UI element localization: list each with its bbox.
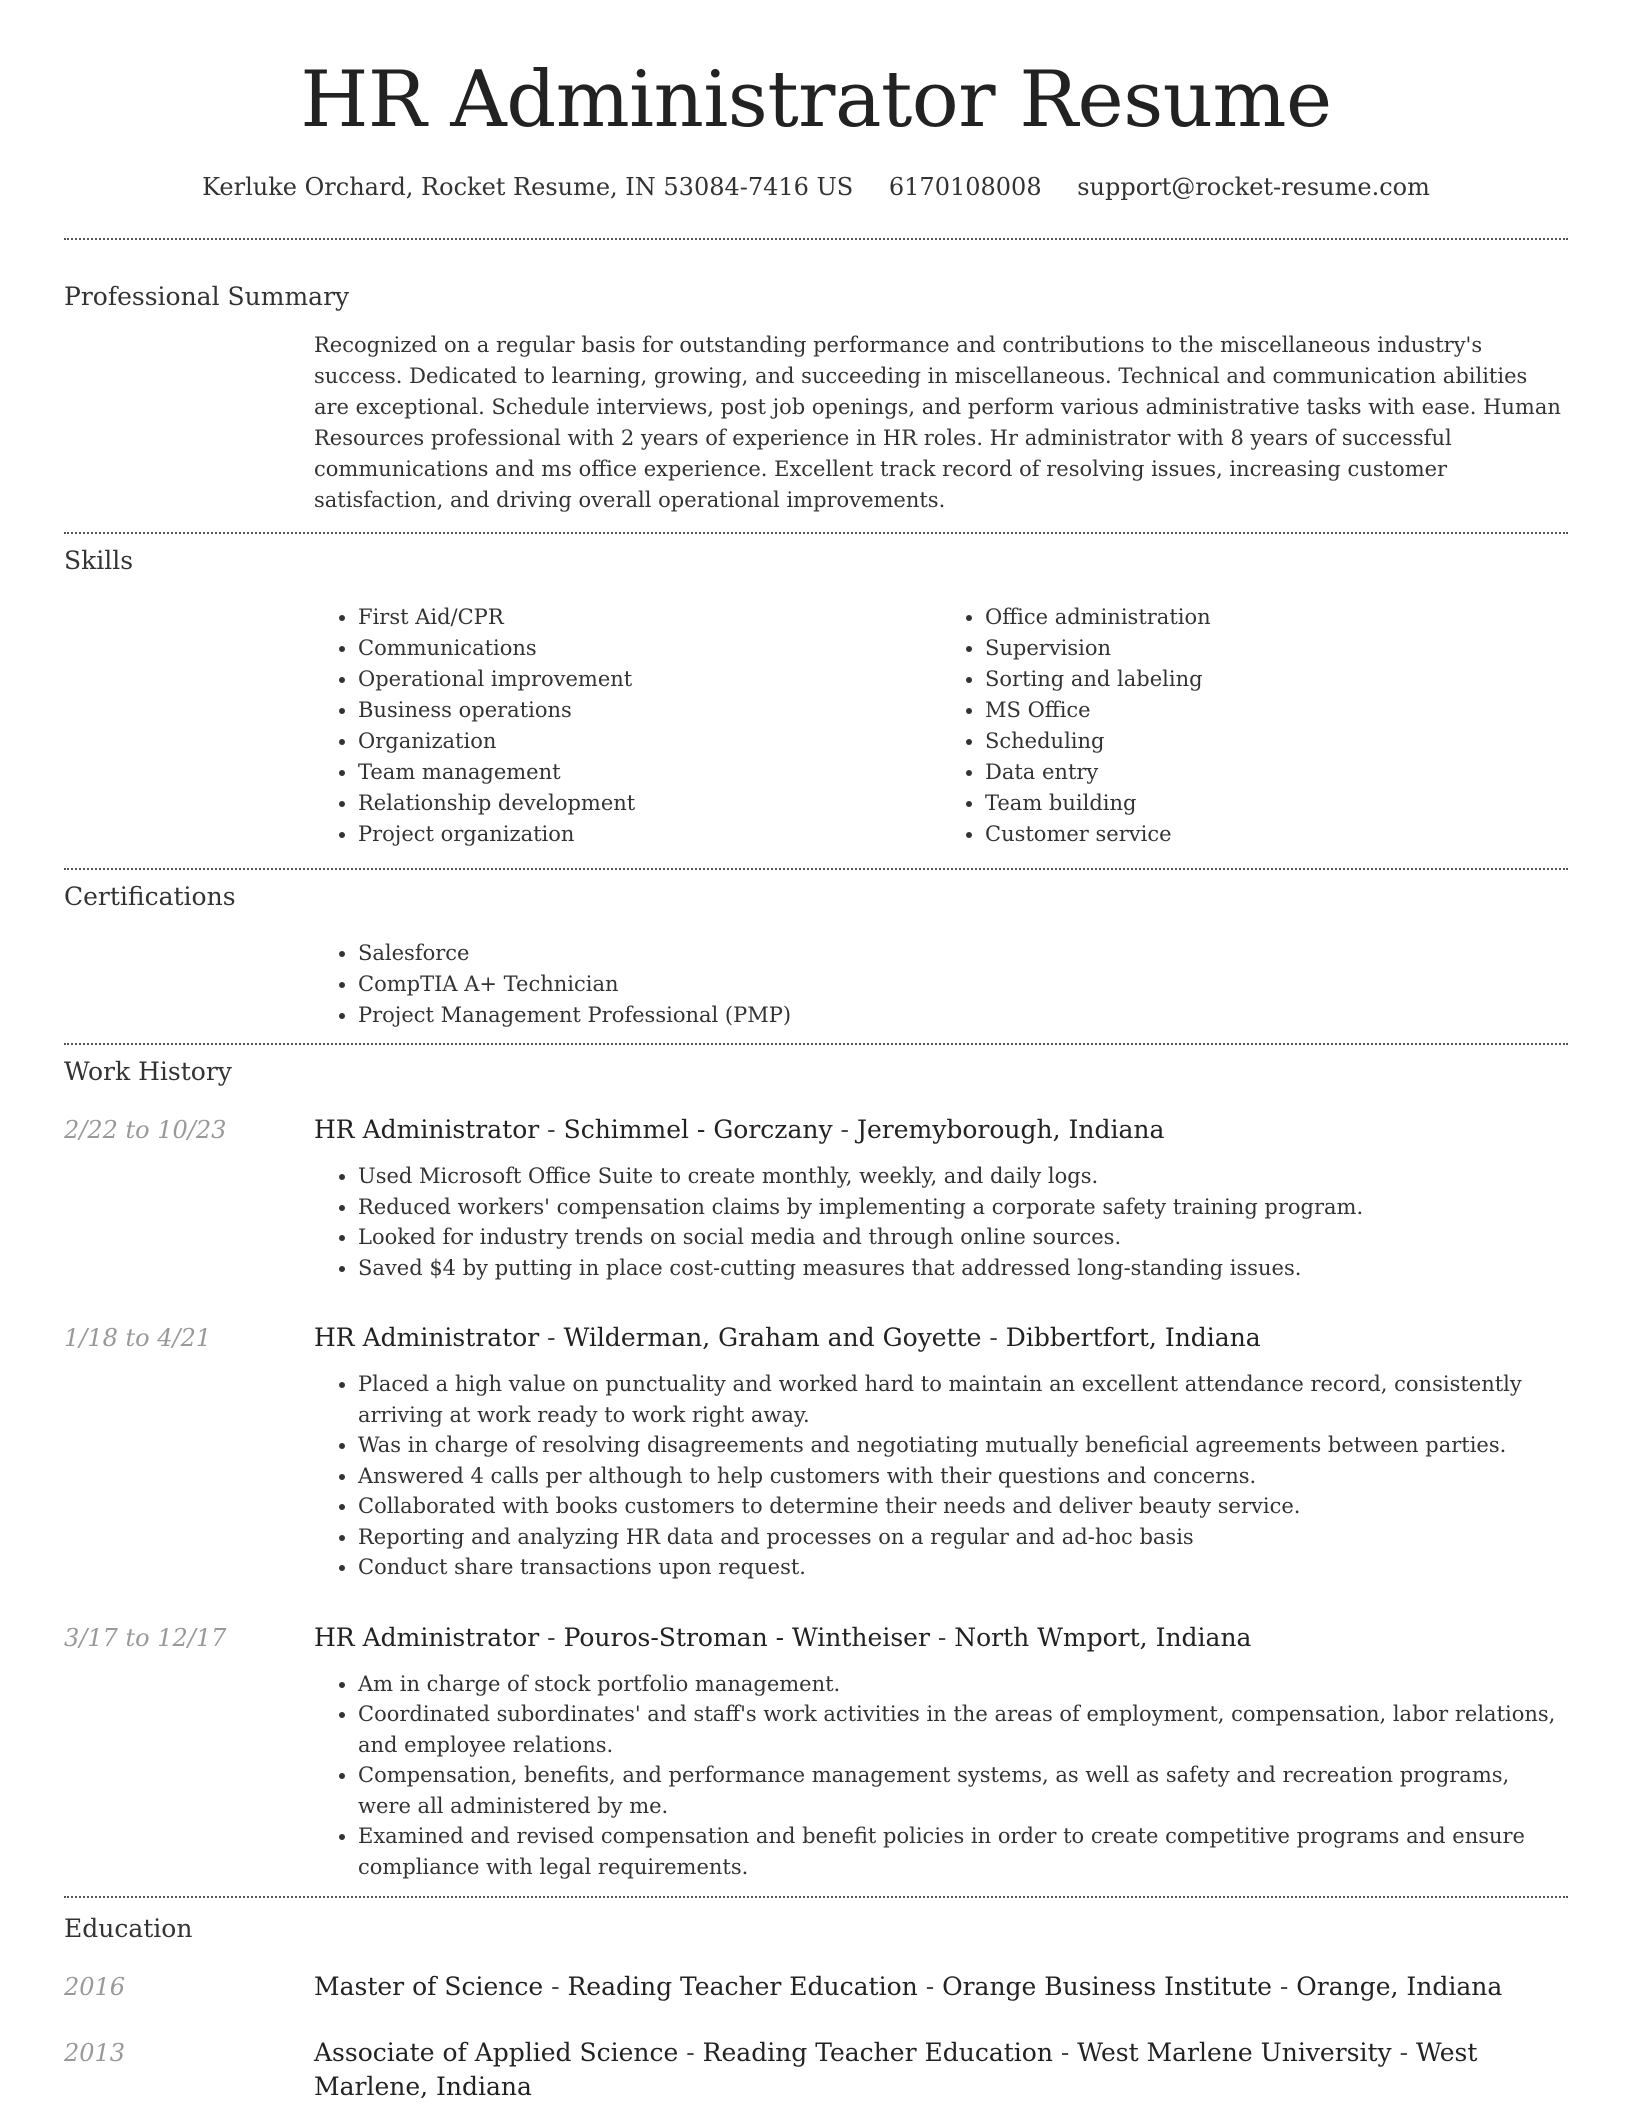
skill-item: • Team building [985,788,1568,819]
education-year: 2016 [64,1973,126,2001]
job-company: Pouros-Stroman - Wintheiser [563,1622,930,1652]
job-company: Schimmel - Gorczany [563,1115,833,1144]
skill-item: • Supervision [985,633,1568,664]
education-entry [64,2036,1568,2104]
certification-item: • CompTIA A+ Technician [358,969,1568,1000]
summary-text: Recognized on a regular basis for outstanding performance and contributions to the miscellaneous industry's success. Dedicated to learning, growing, and succeeding in miscellaneous. Technical and communication abilities are exceptional. Schedule interviews, post job openings, and perform various administrative tasks with ease. Human Resources professional with 2 years of experience in HR roles. Hr administrator with 8 years of successful communications and ms office experience. Excellent track record of resolving issues, increasing customer satisfaction, and driving overall operational improvements. [314,333,1561,512]
divider [64,1896,1568,1898]
contact-address: Kerluke Orchard, Rocket Resume, IN 53084-7416 US [202,173,854,201]
skill-item: • Operational improvement [358,664,941,695]
job-location: Dibbertfort, Indiana [1005,1323,1261,1352]
education-details: Associate of Applied Science - Reading Teacher Education - West Marlene University - West Marlene, Indiana [314,2038,1478,2101]
divider [64,1043,1568,1045]
job-bullet: • Compensation, benefits, and performance management systems, as well as safety and recreation programs, were all administered by me. [358,1760,1568,1821]
job-bullets [314,1669,1568,1883]
education-school: West Marlene University [1077,2038,1392,2067]
skill-item: • Communications [358,633,941,664]
job-bullet: • Am in charge of stock portfolio management. [358,1669,1568,1700]
certification-item: • Project Management Professional (PMP) [358,1000,1568,1031]
job-heading: HR Administrator - Wilderman, Graham and Goyette - Dibbertfort, Indiana [314,1323,1261,1352]
job-company: Wilderman, Graham and Goyette [563,1323,982,1352]
job-bullet: • Reporting and analyzing HR data and processes on a regular and ad-hoc basis [358,1522,1568,1553]
education-details: Master of Science - Reading Teacher Education - Orange Business Institute - Orange, Indiana [314,1972,1503,2001]
resume-title: HR Administrator Resume [300,55,1332,145]
skill-item: • Customer service [985,819,1568,850]
skills-grid [314,602,1568,850]
summary-heading: Professional Summary [64,282,350,311]
certifications-body [314,938,1568,1031]
summary-section [64,280,1568,516]
skills-section [64,544,1568,850]
certifications-heading: Certifications [64,882,236,911]
job-entry [64,1113,1568,1283]
education-entry [64,1970,1568,2004]
education-degree: Associate of Applied Science [314,2038,679,2067]
job-bullet: • Saved $4 by putting in place cost-cutting measures that addressed long-standing issues. [358,1253,1568,1284]
education-location: West Marlene, Indiana [314,2038,1478,2101]
skill-item: • MS Office [985,695,1568,726]
certification-item: • Salesforce [358,938,1568,969]
job-bullets [314,1161,1568,1283]
job-bullet: • Looked for industry trends on social media and through online sources. [358,1222,1568,1253]
skills-list-left [314,602,941,850]
skill-item: • Office administration [985,602,1568,633]
job-title: HR Administrator [314,1115,540,1144]
education-section [64,1912,1568,2104]
job-location: North Wmport, Indiana [954,1622,1252,1652]
education-school: Orange Business Institute [942,1972,1272,2001]
job-bullet: • Used Microsoft Office Suite to create monthly, weekly, and daily logs. [358,1161,1568,1192]
skills-heading: Skills [64,546,134,575]
job-details [314,1621,1568,1883]
job-dates: 2/22 to 10/23 [64,1116,227,1144]
job-bullet: • Placed a high value on punctuality and worked hard to maintain an excellent attendance record, consistently arriving at work ready to work right away. [358,1369,1568,1430]
job-bullet: • Answered 4 calls per although to help customers with their questions and concerns. [358,1461,1568,1492]
job-bullet: • Reduced workers' compensation claims by implementing a corporate safety training program. [358,1192,1568,1223]
education-field: Reading Teacher Education [702,2038,1053,2067]
education-year: 2013 [64,2039,126,2067]
job-dates: 1/18 to 4/21 [64,1324,212,1352]
certifications-list [314,938,1568,1031]
skills-list-right [941,602,1568,850]
skill-item: • Relationship development [358,788,941,819]
education-heading: Education [64,1914,193,1943]
job-bullet: • Examined and revised compensation and benefit policies in order to create competitive programs and ensure compliance with legal requirements. [358,1821,1568,1882]
job-heading: HR Administrator - Pouros-Stroman - Wintheiser - North Wmport, Indiana [314,1622,1252,1652]
work-history-section [64,1055,1568,1882]
skill-item: • Organization [358,726,941,757]
job-bullet: • Collaborated with books customers to determine their needs and deliver beauty service. [358,1491,1568,1522]
education-field: Reading Teacher Education [567,1972,918,2001]
certifications-section [64,880,1568,1031]
skill-item: • Business operations [358,695,941,726]
job-entry [64,1621,1568,1883]
skill-item: • First Aid/CPR [358,602,941,633]
contact-line [64,170,1568,204]
job-title: HR Administrator [314,1323,540,1352]
divider [64,868,1568,870]
job-bullet: • Was in charge of resolving disagreements and negotiating mutually beneficial agreements between parties. [358,1430,1568,1461]
skill-item: • Scheduling [985,726,1568,757]
job-heading: HR Administrator - Schimmel - Gorczany - Jeremyborough, Indiana [314,1115,1165,1144]
education-degree: Master of Science [314,1972,544,2001]
skill-item: • Sorting and labeling [985,664,1568,695]
education-location: Orange, Indiana [1296,1972,1503,2001]
contact-phone: 6170108008 [888,173,1042,201]
work-history-heading: Work History [64,1057,232,1086]
job-title: HR Administrator [314,1622,540,1652]
job-bullet: • Coordinated subordinates' and staff's work activities in the areas of employment, compensation, labor relations, and employee relations. [358,1699,1568,1760]
contact-email: support@rocket-resume.com [1077,173,1430,201]
job-bullets [314,1369,1568,1583]
job-details [314,1113,1568,1283]
divider [64,532,1568,534]
skill-item: • Data entry [985,757,1568,788]
skill-item: • Team management [358,757,941,788]
job-details [314,1321,1568,1583]
job-bullet: • Conduct share transactions upon request. [358,1552,1568,1583]
skill-item: • Project organization [358,819,941,850]
job-location: Jeremyborough, Indiana [856,1115,1165,1144]
job-dates: 3/17 to 12/17 [64,1623,227,1652]
divider [64,238,1568,240]
job-entry [64,1321,1568,1583]
